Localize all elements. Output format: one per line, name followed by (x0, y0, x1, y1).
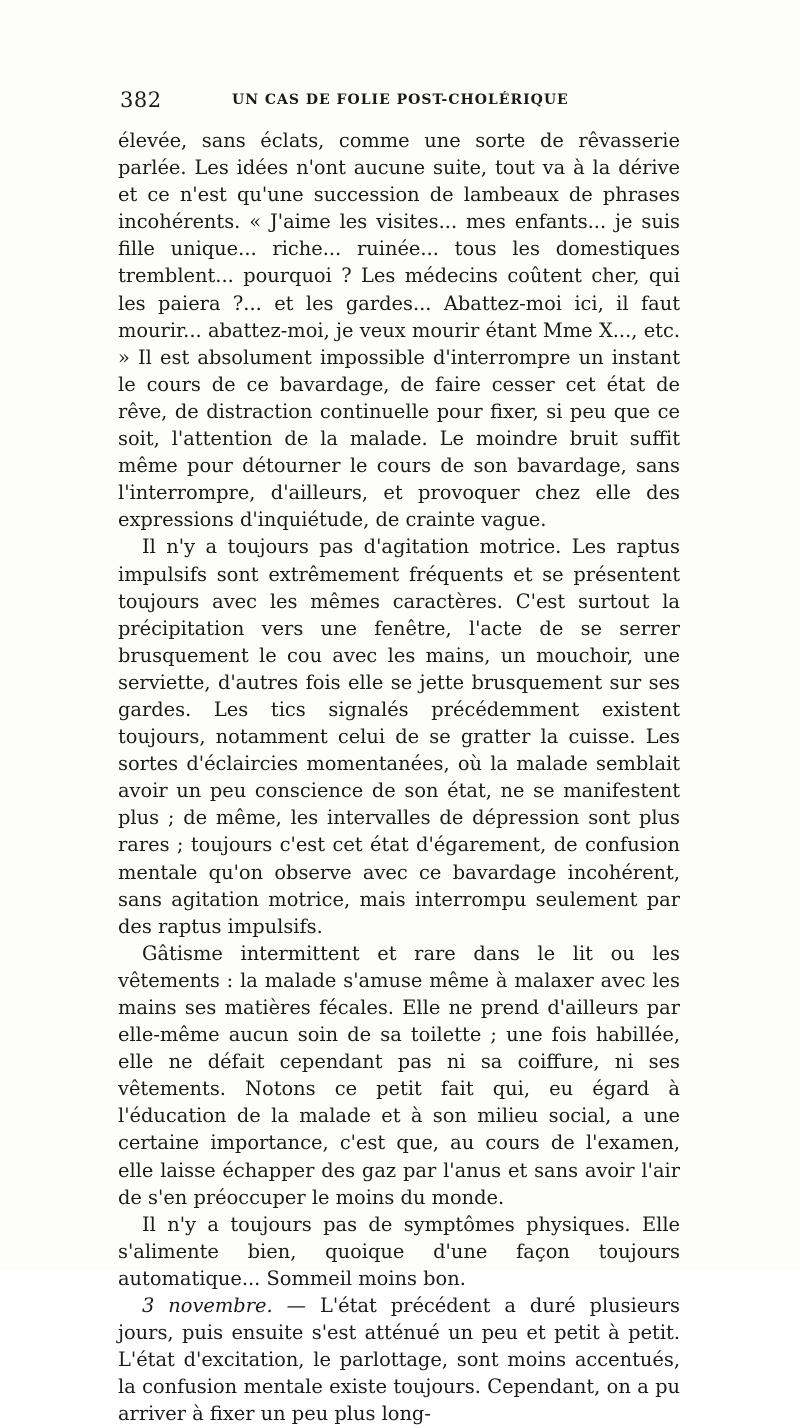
dated-paragraph (118, 1292, 680, 1427)
page-header (120, 88, 680, 118)
paragraph: Gâtisme intermittent et rare dans le lit ou les vêtements : la malade s'amuse même à malaxer avec les mains ses matières fécales. Elle ne prend d'ailleurs par elle-même aucun soin de sa toilette ; une fois habillée, elle ne défait cependant pas ni sa coiffure, ni ses vêtements. Notons ce petit fait qui, eu égard à l'éducation de la malade et à son milieu social, a une certaine importance, c'est que, au cours de l'examen, elle laisse échapper des gaz par l'anus et sans avoir l'air de s'en préoccuper le moins du monde. (118, 941, 680, 1209)
paragraph: Il n'y a toujours pas d'agitation motrice. Les raptus impulsifs sont extrêmement fréquents et se présentent toujours avec les mêmes caractères. C'est surtout la précipitation vers une fenêtre, l'acte de se serrer brusquement le cou avec les mains, un mouchoir, une serviette, d'autres fois elle se jette brusquement sur ses gardes. Les tics signalés précédemment existent toujours, notamment celui de se gratter la cuisse. Les sortes d'éclaircies momentanées, où la malade semblait avoir un peu conscience de son état, ne se manifestent plus ; de même, les intervalles de dépression sont plus rares ; toujours c'est cet état d'égarement, de confusion mentale qu'on observe avec ce bavardage incohérent, sans agitation motrice, mais interrompu seulement par des raptus impulsifs. (118, 535, 680, 938)
page-number: 382 (120, 88, 162, 112)
body-text (118, 127, 680, 1428)
entry-date: 3 novembre. (142, 1294, 273, 1318)
paragraph-text: — L'état précédent a duré plusieurs jours, puis ensuite s'est atténué un peu et petit à petit. L'état d'excitation, le parlottage, sont moins accentués, la confusion mentale existe toujours. Cependant, on a pu arriver à fixer un peu plus long- (118, 1294, 680, 1426)
paragraph: élevée, sans éclats, comme une sorte de rêvasserie parlée. Les idées n'ont aucune suite, tout va à la dérive et ce n'est qu'une succession de lambeaux de phrases incohérents. « J'aime les visites... mes enfants... je suis fille unique... riche... ruinée... tous les domestiques tremblent... pourquoi ? Les médecins coûtent cher, qui les paiera ?... et les gardes... Abattez-moi ici, il faut mourir... abattez-moi, je veux mourir étant Mme X..., etc. » Il est absolument impossible d'interrompre un instant le cours de ce bavardage, de faire cesser cet état de rêve, de distraction continuelle pour fixer, si peu que ce soit, l'attention de la malade. Le moindre bruit suffit même pour détourner le cours de son bavardage, sans l'interrompre, d'ailleurs, et provoquer chez elle des expressions d'inquiétude, de crainte vague. (118, 129, 680, 532)
paragraph: Il n'y a toujours pas de symptômes physiques. Elle s'alimente bien, quoique d'une façon toujours automatique... Sommeil moins bon. (118, 1212, 680, 1290)
running-title: UN CAS DE FOLIE POST-CHOLÉRIQUE (232, 92, 569, 108)
